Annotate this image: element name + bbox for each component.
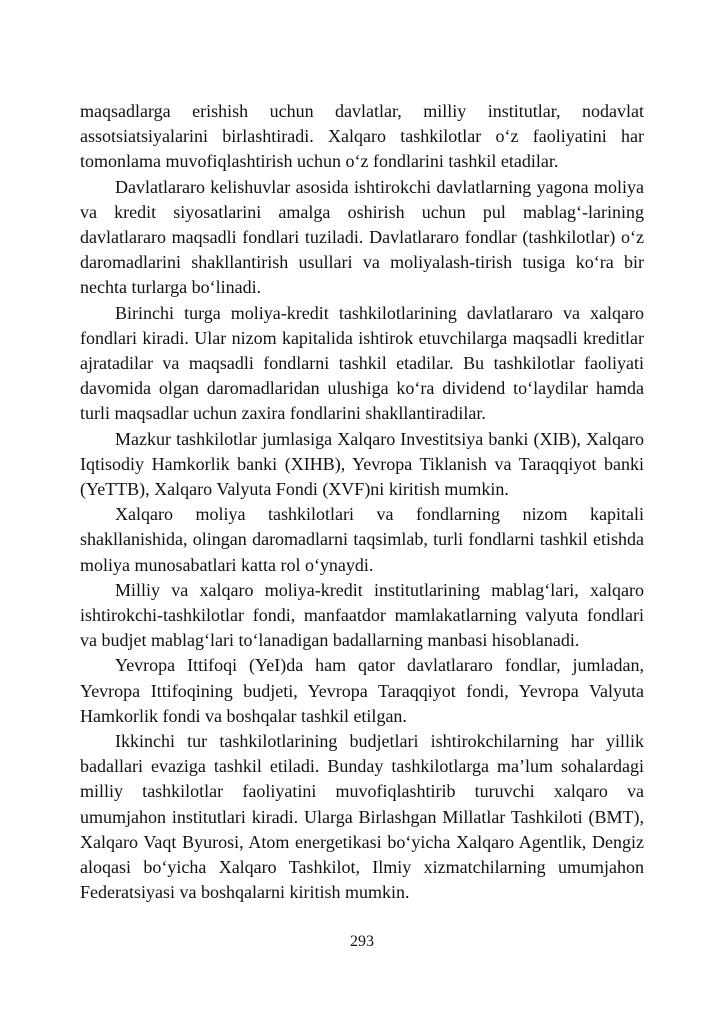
paragraph-8: Ikkinchi tur tashkilotlarining budjetlari ishtirokchilarning har yillik badallari evaziga tashkil etiladi. Bunday tashkilotlarga ma’lum sohalardagi milliy tashkilotlar faoliyatini muvofiqlashtirib turuvchi xalqaro va umumjahon institutlari kiradi. Ularga Birlashgan Millatlar Tashkiloti (BMT), Xalqaro Vaqt Byurosi, Atom energetikasi bo‘yicha Xalqaro Agentlik, Dengiz aloqasi bo‘yicha Xalqaro Tashkilot, Ilmiy xizmatchilarning umumjahon Federatsiyasi va boshqalarni kiritish mumkin. [80,731,644,903]
paragraph-2: Davlatlararo kelishuvlar asosida ishtirokchi davlatlarning yagona moliya va kredit siyosatlarini amalga oshirish uchun pul mablag‘-larining davlatlararo maqsadli fondlari tuziladi. Davlatlararo fondlar (tashkilotlar) o‘z daromadlarini shakllantirish usullari va moliyalash-tirish tusiga ko‘ra bir nechta turlarga bo‘linadi. [80,176,644,298]
paragraph-4: Mazkur tashkilotlar jumlasiga Xalqaro Investitsiya banki (XIB), Xalqaro Iqtisodiy Hamkorlik banki (XIHB), Yevropa Tiklanish va Taraqqiyot banki (YeTTB), Xalqaro Valyuta Fondi (XVF)ni kiritish mumkin. [80,428,644,500]
page-number: 293 [350,933,374,950]
page-body [80,99,644,906]
paragraph-1: maqsadlarga erishish uchun davlatlar, milliy institutlar, nodavlat assotsiatsiyalarini birlashtiradi. Xalqaro tashkilotlar o‘z faoliyatini har tomonlama muvofiqlashtirish uchun o‘z fondlarini tashkil etadilar. [80,101,644,172]
paragraph-5: Xalqaro moliya tashkilotlari va fondlarning nizom kapitali shakllanishida, olingan daromadlarni taqsimlab, turli fondlarni tashkil etishda moliya munosabatlari katta rol o‘ynaydi. [80,504,644,575]
paragraph-7: Yevropa Ittifoqi (YeI)da ham qator davlatlararo fondlar, jumladan, Yevropa Ittifoqining budjeti, Yevropa Taraqqiyot fondi, Yevropa Valyuta Hamkorlik fondi va boshqalar tashkil etilgan. [80,655,644,726]
paragraph-3: Birinchi turga moliya-kredit tashkilotlarining davlatlararo va xalqaro fondlari kiradi. Ular nizom kapitalida ishtirok etuvchilarga maqsadli kreditlar ajratadilar va maqsadli fondlarni tashkil etadilar. Bu tashkilotlar faoliyati davomida olgan daromadlaridan ulushiga ko‘ra dividend to‘laydilar hamda turli maqsadlar uchun zaxira fondlarini shakllantiradilar. [80,302,644,424]
paragraph-6: Milliy va xalqaro moliya-kredit institutlarining mablag‘lari, xalqaro ishtirokchi-tashkilotlar fondi, manfaatdor mamlakatlarning valyuta fondlari va budjet mablag‘lari to‘lanadigan badallarning manbasi hisoblanadi. [80,579,644,651]
